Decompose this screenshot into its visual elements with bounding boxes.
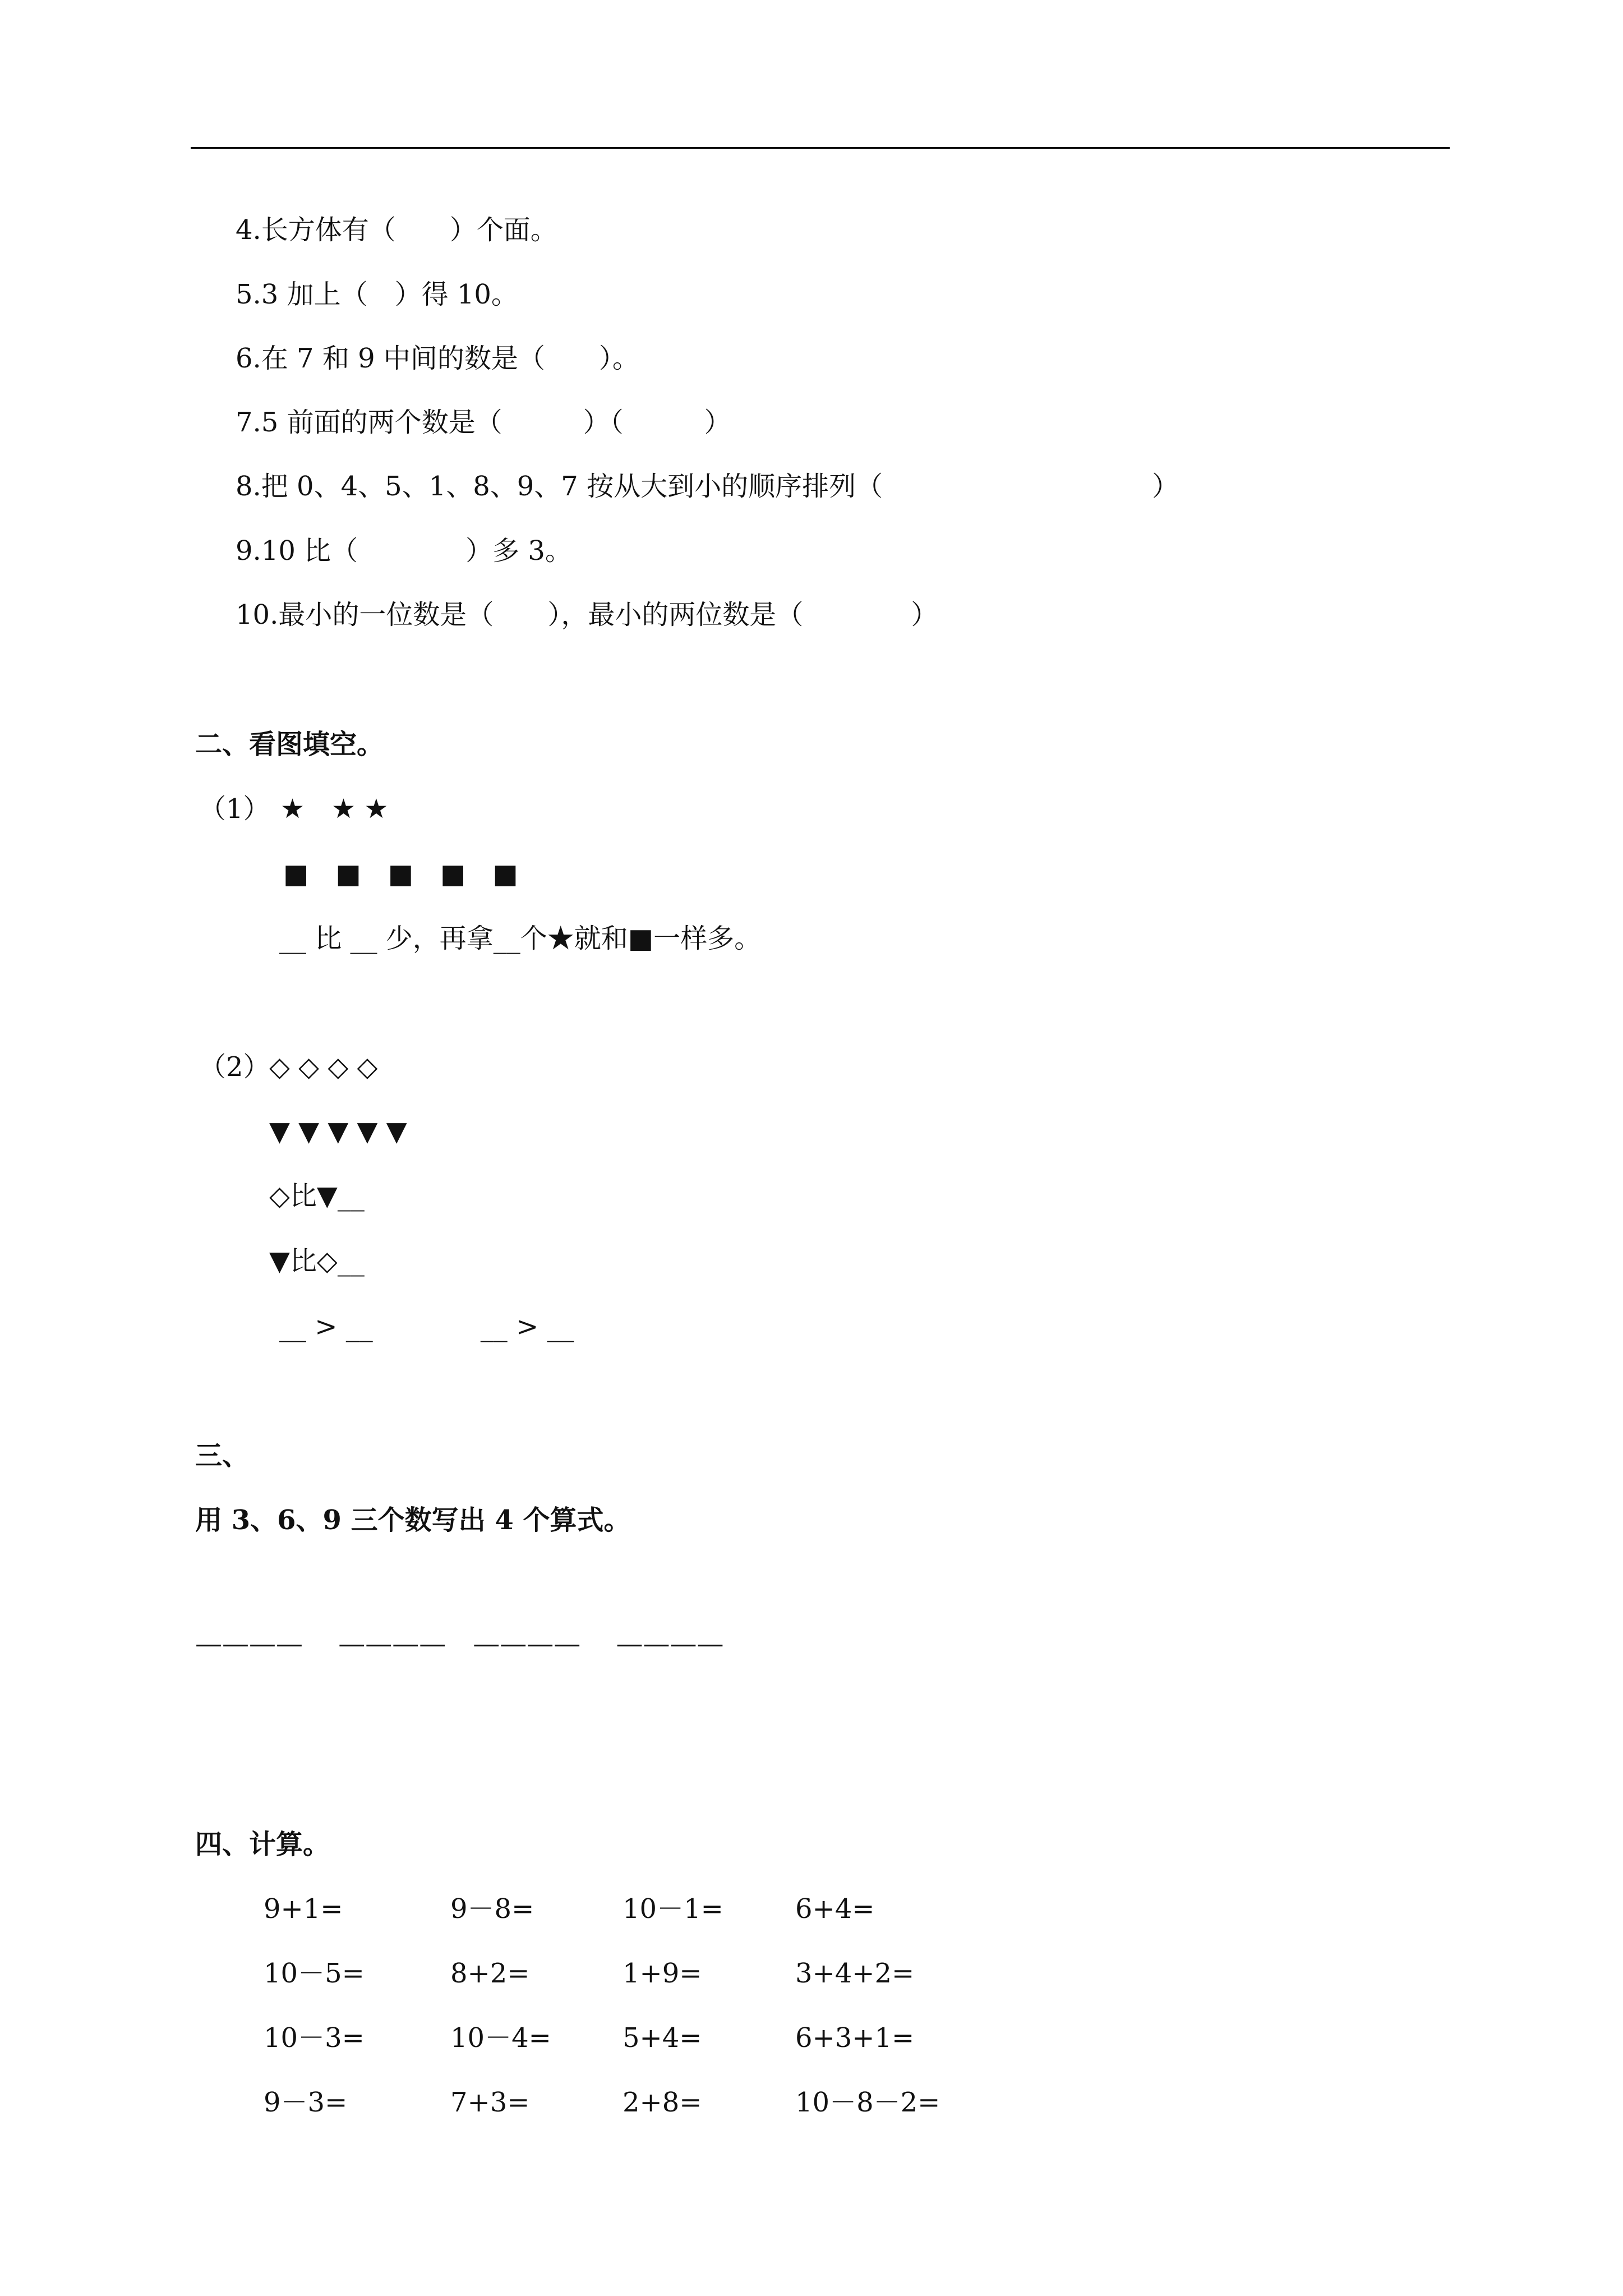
part-1-sentence: __ 比 __ 少，再拿__个★就和■一样多。 xyxy=(279,923,762,954)
triangles-row: ▼ ▼ ▼ ▼ ▼ xyxy=(269,1116,407,1147)
question-8: 8.把 0、4、5、1、8、9、7 按从大到小的顺序排列（ ） xyxy=(236,471,1179,502)
calc-r3-c2: 10－4= xyxy=(450,2022,551,2054)
answer-blanks: ———— ———— ———— ———— xyxy=(195,1628,724,1659)
calc-r4-c2: 7+3= xyxy=(450,2087,530,2118)
calc-r2-c1: 10－5= xyxy=(264,1958,365,1989)
question-9: 9.10 比（ ）多 3。 xyxy=(236,535,572,567)
question-5: 5.3 加上（ ）得 10。 xyxy=(236,279,518,310)
calc-r1-c4: 6+4= xyxy=(795,1893,875,1925)
calc-r4-c1: 9－3= xyxy=(264,2087,348,2118)
question-10: 10.最小的一位数是（ ），最小的两位数是（ ） xyxy=(236,599,938,631)
section-4-title: 四、计算。 xyxy=(195,1829,330,1860)
calc-r1-c3: 10－1= xyxy=(623,1893,723,1925)
compare-line-1: ◇比▼__ xyxy=(269,1180,365,1212)
question-4: 4.长方体有（ ）个面。 xyxy=(236,214,557,246)
squares-row: ■ ■ ■ ■ ■ xyxy=(283,858,518,890)
compare-line-3: __ > __ __ > __ xyxy=(279,1311,574,1342)
section-2-title: 二、看图填空。 xyxy=(195,729,384,760)
calc-r2-c2: 8+2= xyxy=(450,1958,530,1989)
question-6: 6.在 7 和 9 中间的数是（ ）。 xyxy=(236,343,639,374)
section-3-title: 三、 xyxy=(195,1440,250,1471)
part-1-label: （1） xyxy=(199,793,270,825)
calc-r3-c4: 6+3+1= xyxy=(795,2022,915,2054)
header-rule xyxy=(191,147,1450,149)
part-2-label: （2） xyxy=(199,1051,270,1083)
calc-r3-c1: 10－3= xyxy=(264,2022,365,2054)
question-7: 7.5 前面的两个数是（ ）（ ） xyxy=(236,407,731,438)
calc-r4-c4: 10－8－2= xyxy=(795,2087,940,2118)
calc-r2-c4: 3+4+2= xyxy=(795,1958,915,1989)
stars-row: ★ ★ ★ xyxy=(280,793,389,825)
section-3-instruction: 用 3、6、9 三个数写出 4 个算式。 xyxy=(195,1504,631,1536)
calc-r2-c3: 1+9= xyxy=(623,1958,702,1989)
calc-r3-c3: 5+4= xyxy=(623,2022,702,2054)
calc-r1-c1: 9+1= xyxy=(264,1893,343,1925)
calc-r1-c2: 9－8= xyxy=(450,1893,534,1925)
diamonds-row: ◇ ◇ ◇ ◇ xyxy=(269,1051,378,1083)
calc-r4-c3: 2+8= xyxy=(623,2087,702,2118)
compare-line-2: ▼比◇__ xyxy=(269,1245,365,1277)
